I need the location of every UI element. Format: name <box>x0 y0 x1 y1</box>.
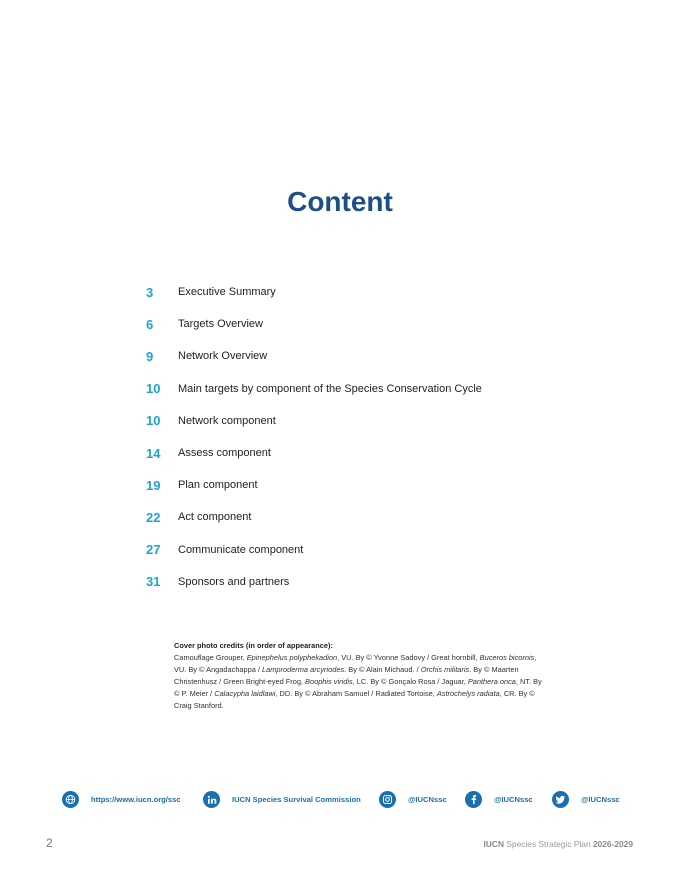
toc-entry[interactable] <box>146 276 606 308</box>
credit-fragment: , NT. By © P. Meier / <box>174 677 542 698</box>
instagram-icon <box>379 791 396 808</box>
table-of-contents <box>146 276 606 598</box>
toc-label: Executive Summary <box>178 286 276 299</box>
toc-page-number: 3 <box>146 284 154 300</box>
linkedin-icon <box>203 791 220 808</box>
toc-page-number: 27 <box>146 542 161 558</box>
toc-page-number: 10 <box>146 413 161 429</box>
credit-fragment: , VU. By © Yvonne Sadovy / Great hornbill, <box>337 653 480 662</box>
species-name: Buceros bicornis <box>479 653 535 662</box>
toc-entry[interactable] <box>146 308 606 340</box>
toc-entry[interactable] <box>146 437 606 469</box>
credit-fragment: , VU. By © Angadachappa / <box>174 653 537 674</box>
species-name: Orchis militaris <box>420 665 470 674</box>
instagram-link[interactable] <box>379 791 447 808</box>
credits-text <box>174 652 546 712</box>
species-name: Lamproderma arcyriodes <box>262 665 345 674</box>
species-name: Astrochelys radiata <box>436 689 500 698</box>
toc-label: Main targets by component of the Species Conservation Cycle <box>178 382 482 395</box>
toc-page-number: 22 <box>146 509 161 525</box>
page-title: Content <box>287 186 393 217</box>
website-link[interactable] <box>62 791 181 808</box>
species-name: Boophis viridis <box>305 677 353 686</box>
toc-page-number: 14 <box>146 445 161 461</box>
credit-fragment: Camouflage Grouper, <box>174 653 247 662</box>
toc-label: Network component <box>178 414 276 427</box>
toc-label: Plan component <box>178 479 258 492</box>
toc-label: Targets Overview <box>178 318 263 331</box>
footer-brand <box>484 839 633 849</box>
toc-entry[interactable] <box>146 501 606 533</box>
facebook-link[interactable] <box>465 791 533 808</box>
toc-entry[interactable] <box>146 340 606 372</box>
toc-label: Sponsors and partners <box>178 575 290 588</box>
twitter-text: @IUCNssc <box>581 795 620 804</box>
toc-page-number: 9 <box>146 348 154 364</box>
globe-icon <box>62 791 79 808</box>
toc-label: Network Overview <box>178 350 268 363</box>
linkedin-text: IUCN Species Survival Commission <box>232 795 361 804</box>
cover-photo-credits <box>174 640 546 712</box>
twitter-link[interactable] <box>552 791 620 808</box>
toc-entry[interactable] <box>146 469 606 501</box>
brand-title: Species Strategic Plan <box>504 839 593 849</box>
credit-fragment: , DD. By © Abraham Samuel / Radiated Tortoise, <box>275 689 437 698</box>
toc-entry[interactable] <box>146 373 606 405</box>
twitter-icon <box>552 791 569 808</box>
page-number: 2 <box>46 836 53 850</box>
toc-page-number: 19 <box>146 477 161 493</box>
toc-entry[interactable] <box>146 566 606 598</box>
toc-entry[interactable] <box>146 534 606 566</box>
credit-fragment: , LC. By © Gonçalo Rosa / Jaguar, <box>352 677 468 686</box>
credit-fragment: . By © Maarten Christenhusz / Green Bright-eyed Frog, <box>174 665 519 686</box>
brand-name: IUCN <box>483 839 505 849</box>
species-name: Calacypha laidlawi <box>214 689 276 698</box>
toc-label: Act component <box>178 511 252 524</box>
species-name: Panthera onca <box>467 677 516 686</box>
social-links-bar <box>62 791 632 809</box>
credit-fragment: . By © Alain Michaud. / <box>344 665 421 674</box>
toc-page-number: 10 <box>146 381 161 397</box>
instagram-text: @IUCNssc <box>408 795 447 804</box>
facebook-icon <box>465 791 482 808</box>
toc-page-number: 31 <box>146 574 161 590</box>
facebook-text: @IUCNssc <box>494 795 533 804</box>
toc-entry[interactable] <box>146 405 606 437</box>
toc-page-number: 6 <box>146 316 154 332</box>
toc-label: Communicate component <box>178 543 304 556</box>
toc-label: Assess component <box>178 447 271 460</box>
credits-heading: Cover photo credits (in order of appearance): <box>174 641 333 650</box>
credit-fragment: , CR. By © Craig Stanford. <box>174 689 535 710</box>
website-text: https://www.iucn.org/ssc <box>91 795 181 804</box>
species-name: Epinephelus polyphekadion <box>246 653 338 662</box>
linkedin-link[interactable] <box>203 791 361 808</box>
brand-years: 2026-2029 <box>592 839 633 849</box>
